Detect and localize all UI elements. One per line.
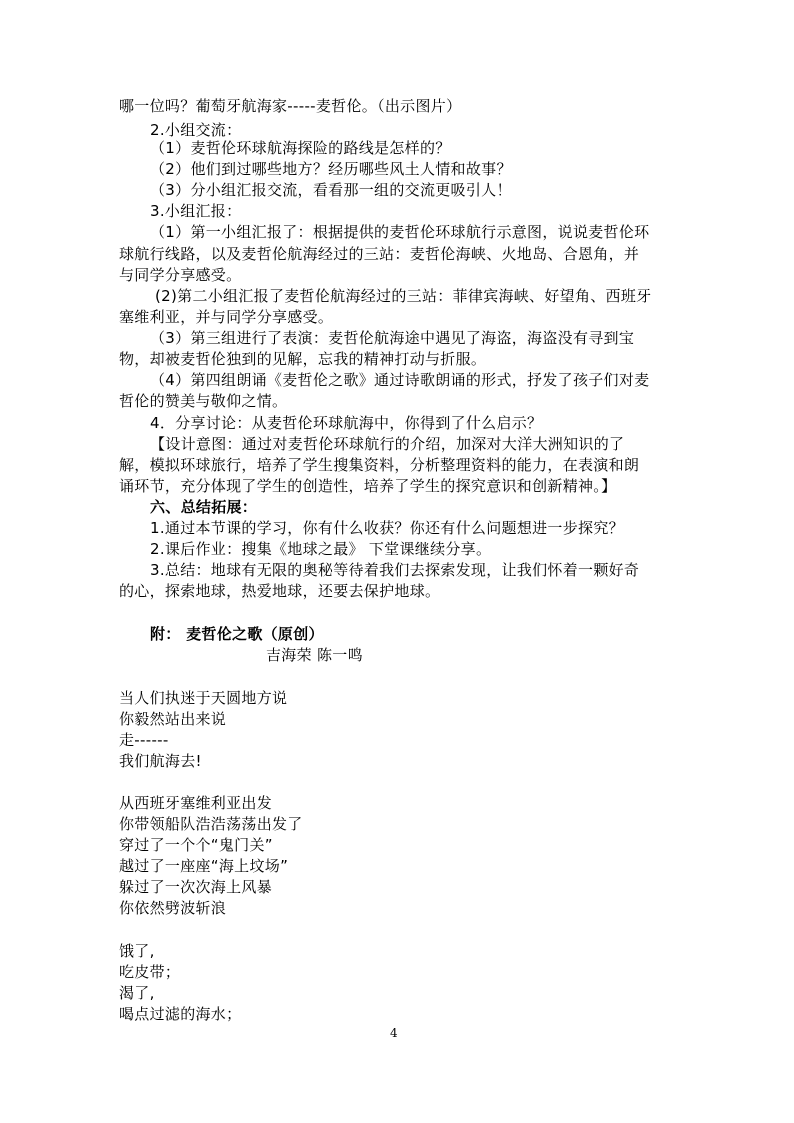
poem-line: 我们航海去! (119, 752, 202, 770)
text-line: （1）第一小组汇报了：根据提供的麦哲伦环球航行示意图，说说麦哲伦环 (150, 223, 650, 241)
text-line: （3）分小组汇报交流，看看那一组的交流更吸引人！ (150, 181, 512, 199)
text-line: 3.小组汇报： (150, 202, 242, 220)
poem-line: 走------ (119, 731, 169, 749)
poem-line: 你毅然站出来说 (119, 710, 227, 728)
poem-line: 喝点过滤的海水； (119, 1005, 242, 1023)
poem-title: 附： 麦哲伦之歌（原创） (150, 625, 324, 643)
text-line: 1.通过本节课的学习，你有什么收获？你还有什么问题想进一步探究？ (150, 519, 624, 537)
poem-line: 躲过了一次次海上风暴 (119, 878, 273, 896)
text-line: 4．分享讨论：从麦哲伦环球航海中，你得到了什么启示？ (150, 414, 543, 432)
text-line: （2）他们到过哪些地方？经历哪些风土人情和故事？ (150, 160, 512, 178)
text-line: 球航行线路，以及麦哲伦航海经过的三站：麦哲伦海峡、火地岛、合恩角，并 (119, 245, 640, 263)
poem-line: 当人们执迷于天圆地方说 (119, 689, 288, 707)
text-line: 2.课后作业：搜集《地球之最》 下堂课继续分享。 (150, 540, 492, 558)
poem-line: 吃皮带； (119, 963, 181, 981)
poem-line: 你带领船队浩浩荡荡出发了 (119, 815, 303, 833)
text-line: 3.总结：地球有无限的奥秘等待着我们去探索发现，让我们怀着一颗好奇 (150, 561, 640, 579)
section-heading: 六、总结拓展： (150, 498, 258, 516)
text-line: 物，却被麦哲伦独到的见解，忘我的精神打动与折服。 (119, 350, 487, 368)
text-line: （4）第四组朗诵《麦哲伦之歌》通过诗歌朗诵的形式，抒发了孩子们对麦 (150, 371, 650, 389)
poem-line: 穿过了一个个“鬼门关” (119, 836, 273, 854)
text-line: 【设计意图：通过对麦哲伦环球航行的介绍，加深对大洋大洲知识的了 (150, 435, 625, 453)
page-number: 4 (390, 1026, 398, 1040)
poem-authors: 吉海荣 陈一鸣 (266, 646, 363, 664)
text-line: 的心，探索地球，热爱地球，还要去保护地球。 (119, 582, 441, 600)
text-line: 塞维利亚，并与同学分享感受。 (119, 308, 334, 326)
poem-line: 越过了一座座“海上坟场” (119, 857, 289, 875)
poem-line: 你依然劈波斩浪 (119, 899, 227, 917)
text-line: 哪一位吗？葡萄牙航海家-----麦哲伦。（出示图片） (119, 97, 462, 115)
text-line: 2.小组交流： (150, 121, 242, 139)
poem-line: 从西班牙塞维利亚出发 (119, 794, 273, 812)
text-line: （3）第三组进行了表演：麦哲伦航海途中遇见了海盗，海盗没有寻到宝 (150, 329, 635, 347)
text-line: 哲伦的赞美与敬仰之情。 (119, 392, 288, 410)
text-line: (2)第二小组汇报了麦哲伦航海经过的三站：菲律宾海峡、好望角、西班牙 (155, 287, 652, 305)
text-line: （1）麦哲伦环球航海探险的路线是怎样的？ (150, 139, 451, 157)
text-line: 与同学分享感受。 (119, 266, 242, 284)
text-line: 解，模拟环球旅行，培养了学生搜集资料，分析整理资料的能力，在表演和朗 (119, 456, 640, 474)
text-line: 诵环节，充分体现了学生的创造性，培养了学生的探究意识和创新精神。】 (119, 477, 617, 495)
poem-line: 饿了, (119, 942, 155, 960)
poem-line: 渴了, (119, 984, 155, 1002)
